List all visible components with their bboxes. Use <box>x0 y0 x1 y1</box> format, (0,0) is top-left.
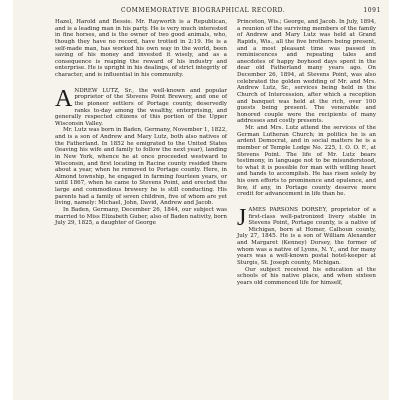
andrew-lutz-biography <box>55 85 227 227</box>
right-column <box>237 19 376 286</box>
page-number: 1091 <box>363 7 381 14</box>
paragraph: Mr. and Mrs. Lutz attend the services of the German Lutheran Church; in politics he is an ardent Democrat, and in social matters he is a member of Temple Lodge No. 225, I. O. O. F., at Stevens Point. The life of Mr. Lutz bears testimony, in language not to be misunderstood, to what it is possible for man with willing heart and hands to accomplish. He has risen solely by his own efforts to prominence and opulence, and few, if any, in Portage county deserve more credit for advancement in life than he. <box>237 125 376 198</box>
paragraph: Princeton, Wis.; George, and Jacob. In July, 1894, a reunion of the surviving members of the family of Andrew and Mary Lutz was held at Grand Rapids, Wis., all the five brothers being present, and a most pleasant time was passed in reminiscences and repeating tales and anecdotes of happy boyhood days spent in the dear old Fatherland many years ago. On December 26, 1894, at Stevens Point, was also celebrated the golden wedding of Mr. and Mrs. Andrew Lutz, Sr., services being held in the Church of Intercession, after which a reception and banquet was held at the rich, over 100 guests being present. The venerable and honored couple were the recipients of many addresses and costly presents. <box>237 19 376 125</box>
running-header <box>13 5 389 17</box>
drop-cap: A <box>55 85 73 112</box>
paragraph: AMES PARSONS DORSEY, proprietor of a first-class well-patronized livery stable in Stevens Point, Portage county, is a native of Michigan, born at Homer, Calhoun county, July 27, 1845. He is a son of William Alexander and Margaret (Kenney) Dorsey, the former of whom was a native of Lyons, N. Y., and for many years was a well-known postal hotel-keeper at Sturgis, St. Joseph county, Michigan. <box>237 206 376 266</box>
paragraph: Hazel, Harold and Bessie. Mr. Rayworth is a Republican, and is a leading man in his party. He is very much interested in fine horses, and is the owner of two good animals, who, though they have no record, have trotted in 2:19. He is a self-made man, has worked his own way in the world, been saving of his money and invested it wisely, and as a consequence is reaping the reward of his industry and enterprise. He is upright in his dealings, of strict integrity of character, and is influential in his community. <box>55 19 227 78</box>
paragraph: Mr. Lutz was born in Baden, Germany, November 1, 1822, and is a son of Andrew and Mary Lutz, both also natives of the Fatherland. In 1852 he emigrated to the United States (leaving his wife and family to follow the next year), landing in New York, whence he at once proceeded westward to Wisconsin, and first locating in Racine county resided there about a year, when he removed to Portage county. Here, in Almond township, he engaged in farming fourteen years, or until 1867, when he came to Stevens Point, and erected the large and commodious brewery he is still conducting. His parents had a family of seven children, five of whom are yet living, namely: Michael, John, David, Andrew and Jacob. <box>55 127 227 207</box>
left-column <box>55 19 227 227</box>
drop-cap: J <box>237 204 247 231</box>
paragraph: Our subject received his education at the schools of his native place, and when sixteen years old commenced life for himself, <box>237 266 376 286</box>
running-title: COMMEMORATIVE BIOGRAPHICAL RECORD. <box>121 7 286 14</box>
paragraph: In Baden, Germany, December 26, 1844, our subject was married to Miss Elizabeth Guber, also of Baden nativity, born July 29, 1825, a daughter of George <box>55 206 227 227</box>
paragraph: NDREW LUTZ, Sr., the well-known and popular proprietor of the Stevens Point Brewery, and one of the pioneer settlers of Portage county, deservedly ranks to-day among the wealthy, enterprising, and generally respected citizens of this portion of the Upper Wisconsin Valley. <box>55 87 227 127</box>
james-dorsey-biography <box>237 204 376 287</box>
